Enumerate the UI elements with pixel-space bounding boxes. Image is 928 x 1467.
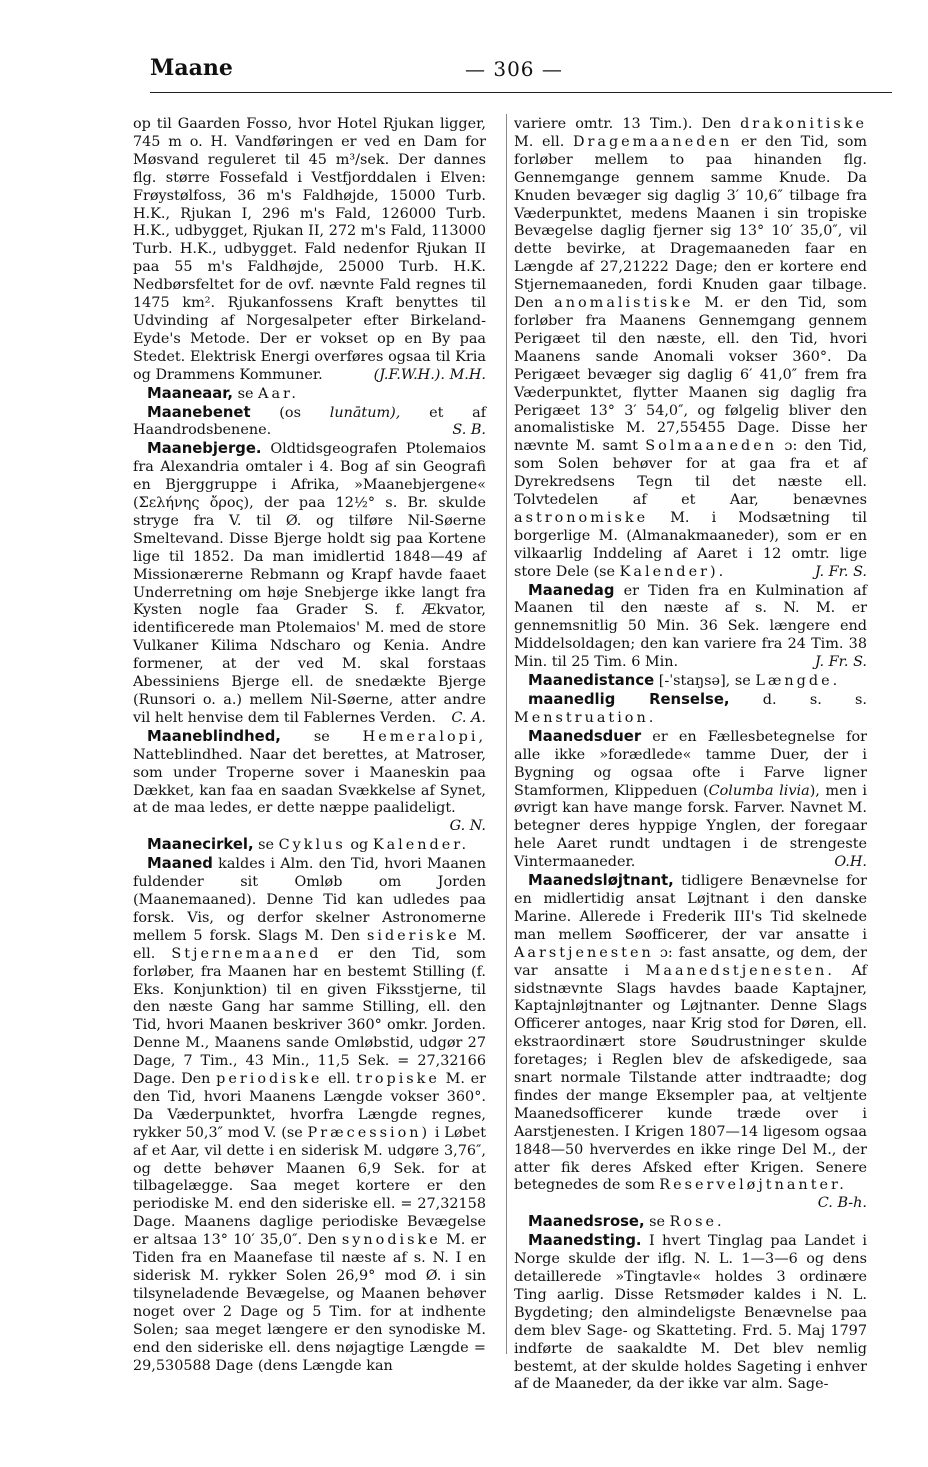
entry-maanedistance: Maanedistance [-ˈstaŋsə], se Længde. bbox=[528, 672, 841, 690]
headword: Maanecirkel, bbox=[147, 836, 254, 854]
entry-continuation: op til Gaarden Fosso, hvor Hotel Rjukan ligger, 745 m o. H. Vandføringen er ved en Dam for Møsvand reguleret til 45 m³/sek. Der dannes flg. større Fossefald i Vestfjorddalen i Elven: Frøystølfoss, 36 m's Faldhøjde, 15000 Turb. H.K., Rjukan I, 296 m's Fald, 126000 Turb. H.K., udbygget, Rjukan II, 272 m's Fald, 113000 Turb. H.K., udbygget. Fald nedenfor Rjukan II paa 55 m's Faldhøjde, 25000 Turb. H.K. Nedbørsfeltet for de ovf. nævnte Fald regnes til 1475 km². Rjukanfossens Kraft benyttes til Udvinding af Norgesalpeter efter Birkeland-Eyde's Metode. Der er vokset op en By paa Stedet. Elektrisk Energi overføres ogsaa til Kria og Drammens Kommuner. (J.F.W.H.). M.H. bbox=[133, 116, 486, 383]
header-rule bbox=[150, 92, 892, 93]
entry-maanecirkel: Maanecirkel, se Cyklus og Kalender. bbox=[147, 836, 470, 854]
headword: maanedlig Renselse, bbox=[528, 691, 730, 708]
entry-maanedag: Maanedag er Tiden fra en Kulmination af Maanen til den næste af s. N. M. er gennemsnitlig 50 Min. 36 Sek. længere end Middelsoldagen; den kan variere fra 24 Tim. 38 Min. til 25 Tim. 6 Min. J. Fr. S. bbox=[514, 581, 867, 671]
headword: Maaneblindhed, bbox=[147, 727, 281, 745]
page-number: — 306 — bbox=[465, 57, 563, 81]
headword: Maanedsløjtnant, bbox=[528, 872, 674, 890]
headword: Maanedsduer bbox=[528, 727, 642, 745]
headword: Maanedag bbox=[528, 581, 615, 599]
entry-maanedsting: Maanedsting. I hvert Tinglag paa Landet i Norge skulde der iflg. N. L. 1—3—6 og dens detaillerede »Tingtavle« holdes 3 ordinære Ting aarlig. Disse Retsmøder kaldes i N. L. Bygdeting; den almindeligste Benævnelse paa dem blev Sage- og Skatteting. Frd. 5. Maj 1797 indførte de saakaldte M. Det blev nemlig bestemt, at der skulde holdes Sageting i enhver af de Maaneder, da der ikke var alm. Sage- bbox=[514, 1232, 867, 1393]
headword: Maanedistance bbox=[528, 672, 655, 690]
entry-maanebenet: Maanebenet (os lunātum), et af Haandrodsbenene. S. B. bbox=[133, 403, 487, 439]
entry-maanedslojtnant: Maanedsløjtnant, tidligere Benævnelse for en midlertidig ansat Løjtnant i den danske Marine. Allerede i Frederik III's Tid skelnede man mellem Søofficerer, der var ansatte i Aarstjenesten ɔ: fast ansatte, og dem, der var ansatte i Maanedstjenesten. Af sidstnævnte Slags havdes baade Kaptajner, Kaptajnløjtnanter og Løjtnanter. Denne Slags Officerer antoges, naar Krig stod for Døren, ell. ekstraordinært store Søudrustninger skulde foretages; i Reglen blev de afskedigede, saa snart normale Tilstande atter indtraadte; dog findes der mange Eksempler paa, at veltjente Maanedsofficerer kunde træde over i Aarstjenesten. I Krigen 1807—14 ligesom ogsaa 1848—50 hververdes en ikke ringe Del M., der atter fik deres Afsked efter Krigen. Senere betegnedes de som Reserveløjtnanter. C. B-h. bbox=[514, 872, 868, 1212]
entry-maanedlig-renselse: maanedlig Renselse, d. s. s. Menstruation. bbox=[514, 691, 868, 726]
column-divider bbox=[506, 114, 507, 1354]
headword: Maaneaar, bbox=[147, 384, 233, 402]
entry-maanedsrose: Maanedsrose, se Rose. bbox=[528, 1213, 725, 1231]
left-column bbox=[133, 116, 486, 1375]
headword: Maanebenet bbox=[147, 403, 251, 421]
headword: Maanedsrose, bbox=[528, 1213, 645, 1231]
running-head-word: Maane bbox=[150, 55, 233, 81]
page-header bbox=[150, 55, 890, 87]
right-column bbox=[514, 116, 867, 1394]
headword: Maaned bbox=[147, 855, 213, 873]
entry-maaneblindhed: Maaneblindhed, se Hemeralopi, Natteblindhed. Naar det berettes, at Matroser, som under Troperne sover i Maaneskin paa Dækket, kan faa en saadan Svækkelse af Synet, at de maa ledes, er dette næppe paalideligt. G. N. bbox=[133, 727, 487, 835]
entry-maanedsduer: Maanedsduer er en Fællesbetegnelse for alle ikke »forædlede« tamme Duer, der i Bygning og ogsaa ofte i Farve ligner Stamformen, Klippeduen (Columba livia), men i øvrigt kan have mange forsk. Farver. Navnet M. betegner deres hyppige Ynglen, der foregaar hele Aaret rundt undtagen i de strengeste Vintermaaneder. O.H. bbox=[514, 727, 868, 871]
entry-maanebjerge: Maanebjerge. Oldtidsgeografen Ptolemaios fra Alexandria omtaler i 4. Bog af sin Geografi en Bjerggruppe i Afrika, »Maanebjergene« (Σελήνης ὄρος), der paa 12½° s. Br. skulde stryge fra V. til Ø. og tilføre Nil-Søerne Smeltevand. Disse Bjerge holdt sig paa Kortene lige til 1852. Da man imidlertid 1848—49 af Missionærerne Rebmann og Krapf havde faaet Underretning om høje Snebjerge ikke langt fra Kysten nogle faa Grader S. f. Ækvator, identificerede man Ptolemaios' M. med de store Vulkaner Kilima Ndscharo og Kenia. Andre formener, at der ved M. skal forstaas Abessiniens Bjerge ell. de snedækte Bjerge (Runsori o. a.) mellem Nil-Søerne, atter andre vil helt henvise dem til Fablernes Verden. C. A. bbox=[133, 440, 486, 726]
entry-maaneaar: Maaneaar, se Aar. bbox=[147, 384, 299, 402]
entry-maaned: Maaned kaldes i Alm. den Tid, hvori Maanen fuldender sit Omløb om Jorden (Maanemaaned). Denne Tid kan udledes paa forsk. Vis, og derfor skelner Astronomerne mellem 5 forsk. Slags M. Den sideriske M. ell. Stjernemaaned er den Tid, som forløber, fra Maanen har en bestemt Stilling (f. Eks. Konjunktion) til en given Fiksstjerne, til den næste Gang har samme Stilling, ell. den Tid, hvori Maanen beskriver 360° omkr. Jorden. Denne M., Maanens sande Omløbstid, udgør 27 Dage, 7 Tim., 43 Min., 11,5 Sek. = 27,32166 Dage. Den periodiske ell. tropiske M. er den Tid, hvori Maanens Længde vokser 360°. Da Væderpunktet, hvorfra Længde regnes, rykker 50,3″ mod V. (se Præcession) i Løbet af et Aar, vil dette i en siderisk M. udgøre 3,76″, og dette behøver Maanen 6,9 Sek. for at tilbagelægge. Saa meget kortere er den periodiske M. end den sideriske ell. = 27,32158 Dage. Maanens daglige periodiske Bevægelse er altsaa 13° 10′ 35,0″. Den synodiske M. er Tiden fra en Maanefase til næste af s. N. I en siderisk M. rykker Solen 26,9° mod Ø. i sin tilsyneladende Bevægelse, og Maanen behøver noget over 2 Dage og 5 Tim. for at indhente Solen; saa meget længere er den synodiske M. end den sideriske ell. dens nøjagtige Længde = 29,530588 Dage (dens Længde kan bbox=[133, 855, 487, 1374]
entry-continuation-maaned: variere omtr. 13 Tim.). Den drakonitiske M. ell. Dragemaaneden er den Tid, som forløber mellem to paa hinanden flg. Gennemgange gennem samme Knude. Da Knuden bevæger sig daglig 3′ 10,6″ tilbage fra Væderpunktet, medens Maanen i sin tropiske Bevægelse daglig fjerner sig 13° 10′ 35,0″, vil dette bevirke, at Dragemaaneden faar en Længde af 27,21222 Dage; den er kortere end Stjernemaaneden, fordi Knuden gaar tilbage. Den anomalistiske M. er den Tid, som forløber fra Maanens Gennemgang gennem Perigæet til den næste, ell. den Tid, hvori Maanens sande Anomali vokser 360°. Da Perigæet bevæger sig daglig 6′ 41,0″ frem fra Væderpunktet, flytter Maanen sig daglig fra Perigæet 13° 3′ 54,0″, og følgelig bliver den anomalistiske M. 27,55455 Dage. Disse her nævnte M. samt Solmaaneden ɔ: den Tid, som Solen behøver for at gaa fra et af Dyrekredsens Tegn til det næste ell. Tolvtedelen af et Aar, benævnes astronomiske M. i Modsætning til borgerlige M. (Almanakmaaneder), som er en vilkaarlig Inddeling af Aaret i 12 omtr. lige store Dele (se Kalender). J. Fr. S. bbox=[514, 116, 868, 580]
headword: Maanebjerge. bbox=[147, 440, 262, 458]
headword: Maanedsting. bbox=[528, 1232, 642, 1250]
